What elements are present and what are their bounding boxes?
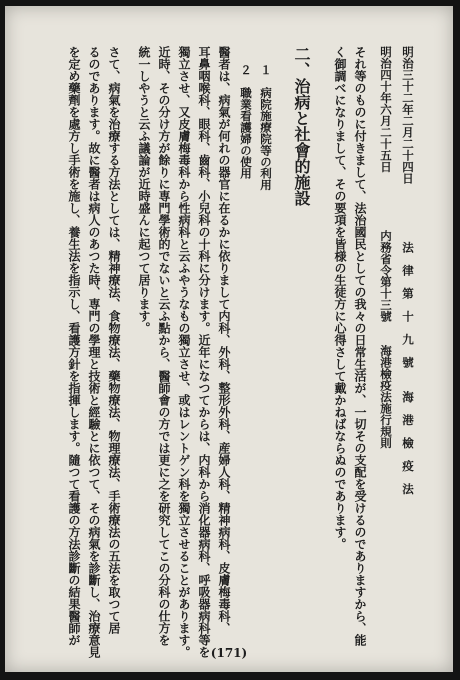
text-line: さて、病氣を治療する方法としては、精神療法、食物療法、藥物療法、物理療法、手術療法の五法を取つて居 xyxy=(107,46,121,634)
section-heading: 二、治病と社會的施設 xyxy=(292,46,311,206)
text-line: 獨立させ、又皮膚梅毒科から性病科と云ふやうなもの獨立させ、或はレントゲン科を獨立させることがあります。 xyxy=(177,46,191,658)
text-line: 近時、その分け方が餘りに専門學術的でないと云ふ點から、醫師會の方では更に之を研究してこの分科の仕方を xyxy=(157,46,171,646)
text-line: く御調べになりまして、その要項を皆様の生徒方に心得さして戴かねばならぬのであります。 xyxy=(333,46,347,550)
text-line: 統一しやうと云ふ議論が近時盛んに起つて居ります。 xyxy=(137,46,151,334)
law-line-2: 明治四十年六月二十五日 内務省令第十三號 海港檢疫法施行規則 xyxy=(379,46,393,449)
text-line: 醫者は、病氣が何れの器官に在るかに依りまして内科、外科、整形外科、産婦人科、精神病科、皮膚梅毒科、 xyxy=(217,46,231,634)
law-line-1: 明治三十二年二月二十四日 法 律 第 十 九 號 海 港 檢 疫 法 xyxy=(401,46,415,495)
book-page xyxy=(5,6,453,672)
text-line: それ等のものに付きまして、法治國民としての我々の日常生活が、一切その支配を受けるのでありますから、能 xyxy=(353,46,367,646)
subsection-item-2: ２ 職業看護婦の使用 xyxy=(239,64,253,179)
text-line: を定め藥劑を處方し手術を施し、養生法を指示し、看護方針を指揮します。隨つて看護の方法診斷の結果醫師が xyxy=(67,46,81,646)
text-line: 耳鼻咽喉科、眼科、齒科、小兒科の十科に分けます。近年になつてからは、内科から消化器病科、呼吸器病科等を xyxy=(197,46,211,658)
text-line: るのであります。故に醫者は病人のあつた時、専門の學理と技術と經驗とに依つて、その病氣を診斷し、治療意見 xyxy=(87,46,101,658)
subsection-item-1: １ 病院施療院等の利用 xyxy=(259,64,273,191)
page-number: (171) xyxy=(210,646,248,660)
